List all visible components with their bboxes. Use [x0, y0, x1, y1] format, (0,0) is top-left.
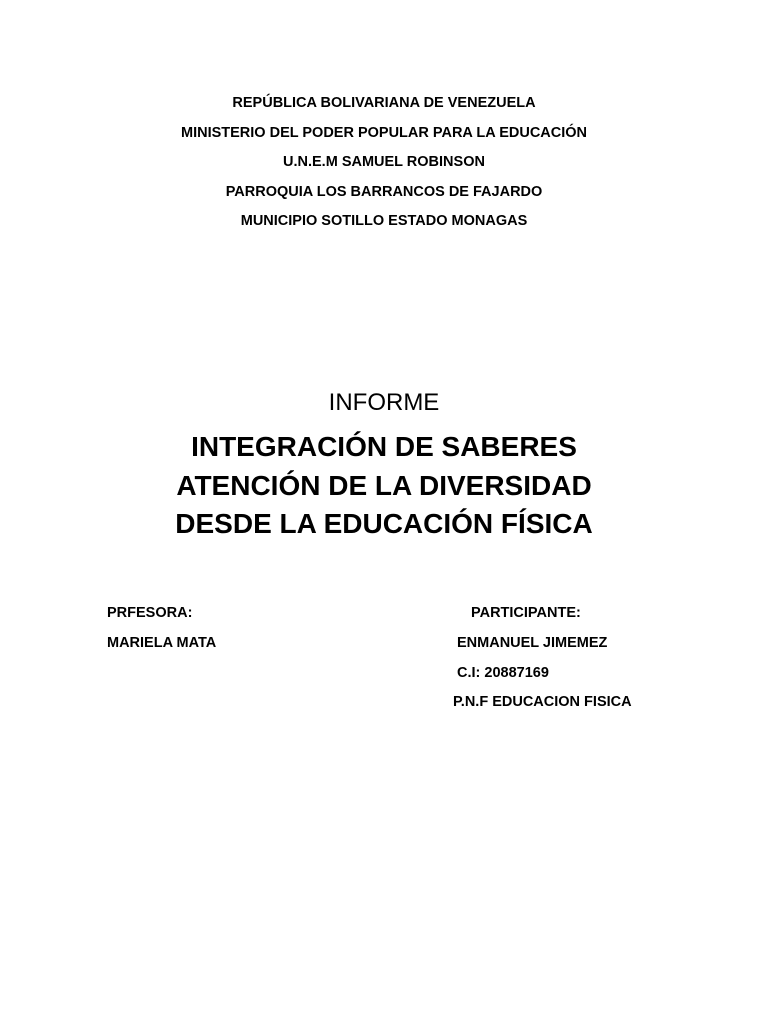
teacher-label: PRFESORA: [107, 605, 193, 621]
participant-label: PARTICIPANTE: [471, 605, 581, 621]
title-line-2: ATENCIÓN DE LA DIVERSIDAD [176, 469, 592, 501]
title-line-3: DESDE LA EDUCACIÓN FÍSICA [175, 508, 593, 539]
title-line-1: INTEGRACIÓN DE SABERES [191, 431, 577, 462]
institution-header [0, 89, 768, 237]
teacher-name: MARIELA MATA [107, 635, 217, 651]
participant-name: ENMANUEL JIMEMEZ [457, 635, 608, 651]
header-line-parish: PARROQUIA LOS BARRANCOS DE FAJARDO [225, 183, 543, 200]
report-title [0, 428, 768, 544]
header-line-republic: REPÚBLICA BOLIVARIANA DE VENEZUELA [232, 95, 536, 111]
header-line-university: U.N.E.M SAMUEL ROBINSON [283, 154, 485, 171]
header-line-municipality: MUNICIPIO SOTILLO ESTADO MONAGAS [240, 213, 528, 230]
participant-id: C.I: 20887169 [457, 665, 549, 681]
participant-program: P.N.F EDUCACION FISICA [453, 694, 632, 710]
header-line-ministry: MINISTERIO DEL PODER POPULAR PARA LA EDUCACIÓN [180, 124, 588, 141]
report-label: INFORME [328, 389, 440, 416]
